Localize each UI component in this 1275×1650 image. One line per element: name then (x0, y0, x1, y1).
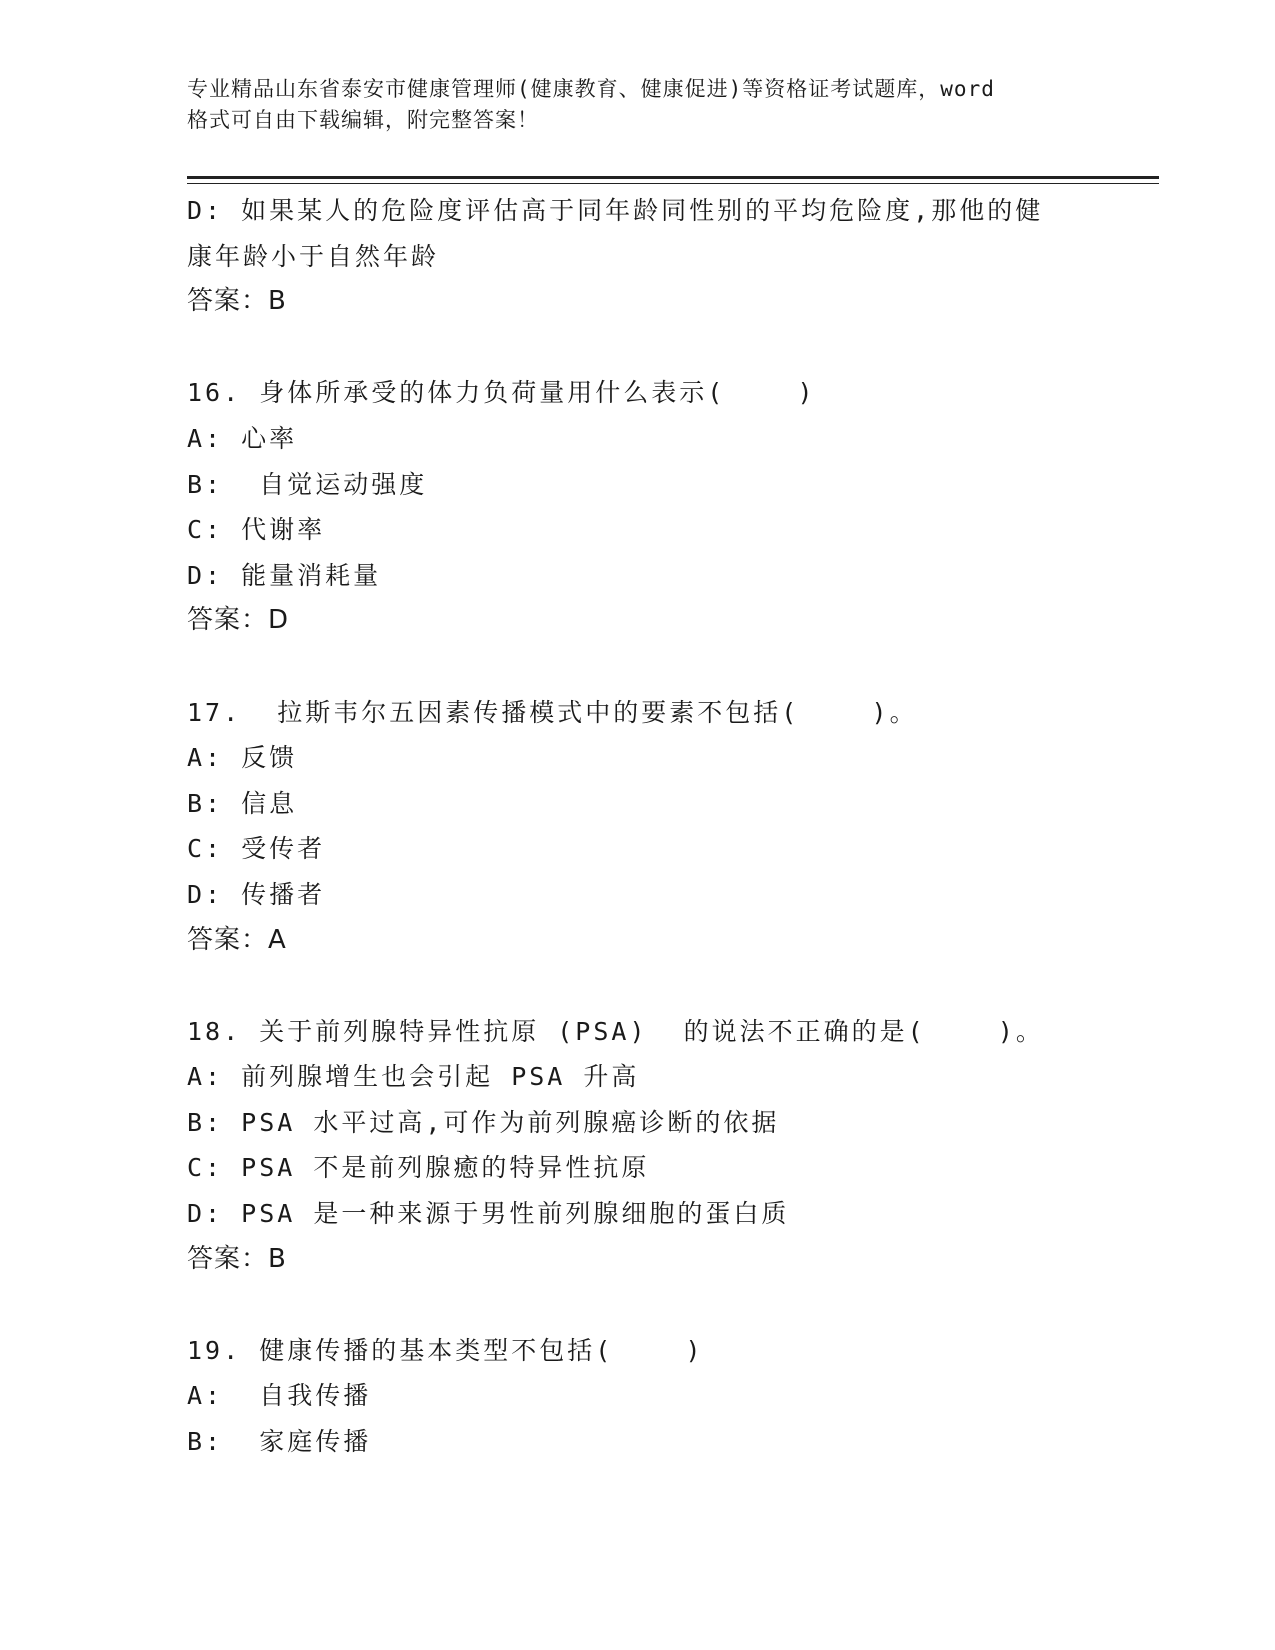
option-d: D: 传播者 (187, 879, 326, 909)
option-d: D: 如果某人的危险度评估高于同年龄同性别的平均危险度,那他的健 (187, 196, 1044, 225)
spacer (187, 1282, 1087, 1328)
answer: 答案：A (187, 924, 287, 955)
option-a: A: 心率 (187, 423, 298, 453)
question-18 (187, 1009, 1087, 1283)
option-d-continued: 康年龄小于自然年龄 (187, 241, 440, 271)
answer: 答案：B (187, 286, 287, 317)
document-header (187, 74, 1087, 136)
header-line-1: 专业精品山东省泰安市健康管理师(健康教育、健康促进)等资格证考试题库，word (187, 77, 995, 101)
answer: 答案：B (187, 1243, 287, 1274)
question-stem: 17. 拉斯韦尔五因素传播模式中的要素不包括( )。 (187, 697, 918, 727)
question-19 (187, 1328, 1087, 1465)
option-c: C: 受传者 (187, 834, 326, 864)
answer: 答案：D (187, 605, 290, 636)
question-list (187, 188, 1087, 1465)
option-c: C: PSA 不是前列腺癒的特异性抗原 (187, 1153, 650, 1183)
question-16 (187, 370, 1087, 644)
option-d: D: 能量消耗量 (187, 560, 382, 590)
header-divider-thick (187, 176, 1159, 179)
question-stem: 16. 身体所承受的体力负荷量用什么表示( ) (187, 378, 816, 408)
spacer (187, 963, 1087, 1009)
option-b: B: 自觉运动强度 (187, 469, 428, 499)
option-a: A: 自我传播 (187, 1381, 372, 1411)
spacer (187, 325, 1087, 371)
question-stem: 19. 健康传播的基本类型不包括( ) (187, 1335, 704, 1365)
question-17 (187, 690, 1087, 964)
header-divider-thin (187, 183, 1159, 184)
question-stem: 18. 关于前列腺特异性抗原 (PSA) 的说法不正确的是( )。 (187, 1016, 1044, 1046)
option-a: A: 前列腺增生也会引起 PSA 升高 (187, 1062, 640, 1092)
option-d: D: PSA 是一种来源于男性前列腺细胞的蛋白质 (187, 1199, 790, 1229)
question-15-continued (187, 188, 1087, 325)
option-b: B: 家庭传播 (187, 1427, 372, 1457)
header-line-2: 格式可自由下载编辑，附完整答案！ (187, 108, 539, 132)
spacer (187, 644, 1087, 690)
option-a: A: 反馈 (187, 743, 298, 773)
option-b: B: 信息 (187, 788, 298, 818)
option-c: C: 代谢率 (187, 515, 326, 545)
option-b: B: PSA 水平过高,可作为前列腺癌诊断的依据 (187, 1107, 780, 1137)
